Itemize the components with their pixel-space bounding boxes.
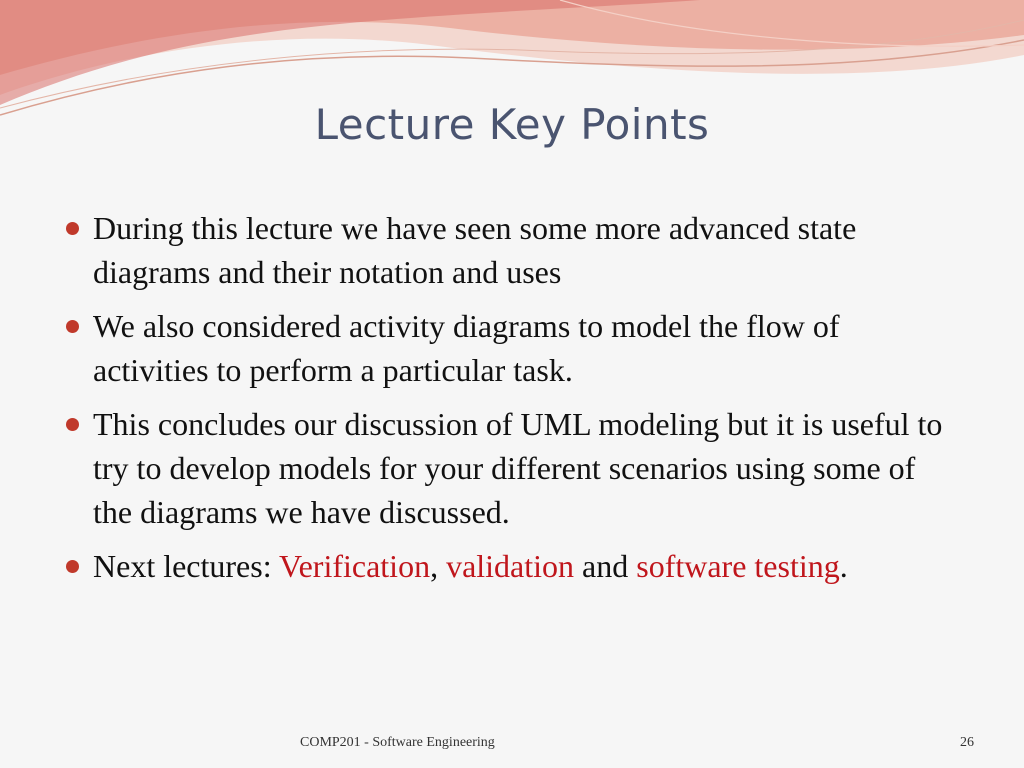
bullet-text: and xyxy=(574,548,637,584)
footer-course-title: COMP201 - Software Engineering xyxy=(300,735,495,750)
slide-title: Lecture Key Points xyxy=(314,100,710,149)
bullet-item xyxy=(62,402,962,534)
bullet-text: This concludes our discussion of UML modeling but it is useful to try to develop models for your different scenarios using some of the diagrams we have discussed. xyxy=(93,406,943,530)
bullet-text: We also considered activity diagrams to model the flow of activities to perform a particular task. xyxy=(93,308,840,388)
bullet-text: During this lecture we have seen some more advanced state diagrams and their notation and uses xyxy=(93,210,857,290)
page-number: 26 xyxy=(960,735,974,750)
topic-validation: validation xyxy=(446,548,575,584)
bullet-text: Next lectures: xyxy=(93,548,280,584)
bullet-item xyxy=(62,304,962,392)
topic-software-testing: software testing xyxy=(636,548,840,584)
bullet-item xyxy=(62,544,962,588)
bullet-dot-icon xyxy=(66,320,79,333)
bullet-dot-icon xyxy=(66,418,79,431)
footer xyxy=(0,735,1024,755)
bullet-dot-icon xyxy=(66,560,79,573)
bullet-item xyxy=(62,206,962,294)
bullet-text: . xyxy=(839,548,848,584)
topic-verification: Verification xyxy=(279,548,431,584)
bullet-list xyxy=(62,206,962,598)
bullet-dot-icon xyxy=(66,222,79,235)
bullet-text: , xyxy=(430,548,447,584)
